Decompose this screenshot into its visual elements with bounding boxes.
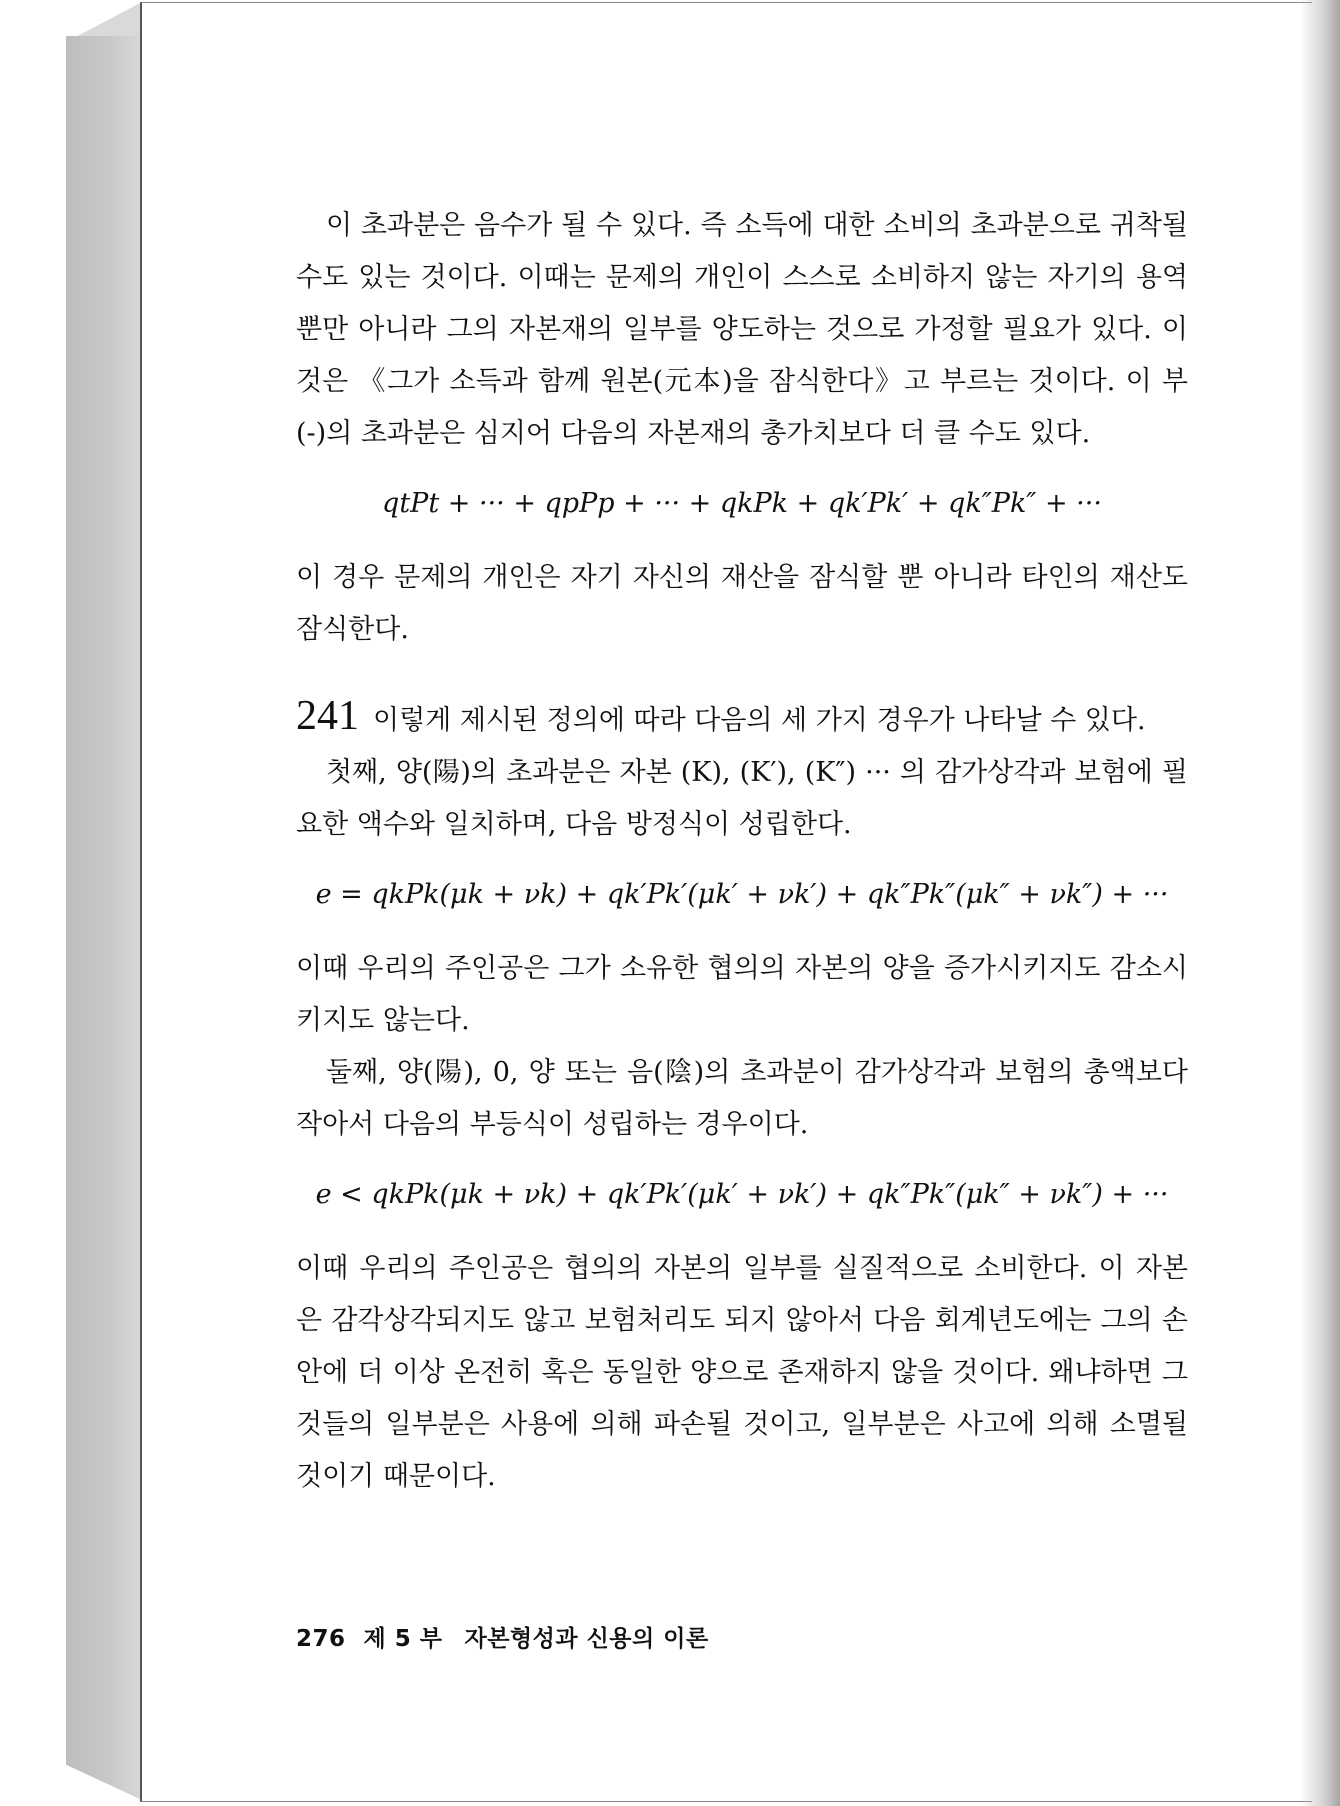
part-title: 자본형성과 신용의 이론: [464, 1626, 709, 1652]
book-spine: [66, 36, 142, 1800]
section-number: 241: [296, 693, 359, 739]
paragraph-case-two: 둘째, 양(陽), 0, 양 또는 음(陰)의 초과분이 감가상각과 보험의 총액보다 작아서 다음의 부등식이 성립하는 경우이다.: [296, 1057, 1188, 1140]
paragraph-after-equality: 이때 우리의 주인공은 그가 소유한 협의의 자본의 양을 증가시키지도 감소시키지도 않는다.: [296, 953, 1188, 1036]
paragraph-encroach-property: 이 경우 문제의 개인은 자기 자신의 재산을 잠식할 뿐 아니라 타인의 재산도 잠식한다.: [296, 562, 1188, 645]
page-footer: [296, 1620, 709, 1653]
paragraph-after-inequality: 이때 우리의 주인공은 협의의 자본의 일부를 실질적으로 소비한다. 이 자본은 감각상각되지도 않고 보험처리도 되지 않아서 다음 회계년도에는 그의 손 안에 더 이상 온전히 혹은 동일한 양으로 존재하지 않을 것이다. 왜냐하면 그것들의 일부분은 사용에 의해 파손될 것이고, 일부분은 사고에 의해 소멸될 것이기 때문이다.: [296, 1253, 1188, 1492]
page-number: 276: [296, 1626, 346, 1652]
paragraph-negative-excess: 이 초과분은 음수가 될 수 있다. 즉 소득에 대한 소비의 초과분으로 귀착될 수도 있는 것이다. 이때는 문제의 개인이 스스로 소비하지 않는 자기의 용역뿐만 아니라 그의 자본재의 일부를 양도하는 것으로 가정할 필요가 있다. 이것은 《그가 소득과 함께 원본(元本)을 잠식한다》고 부르는 것이다. 이 부(-)의 초과분은 심지어 다음의 자본재의 총가치보다 더 클 수도 있다.: [296, 210, 1188, 449]
equation-inequality: e < qkPk(μk + νk) + qk′Pk′(μk′ + νk′) + qk″Pk″(μk″ + νk″) + ···: [315, 1179, 1169, 1210]
section-241: [296, 690, 1188, 747]
page-edge-shadow: [1300, 0, 1340, 1806]
equation-equality: e = qkPk(μk + νk) + qk′Pk′(μk′ + νk′) + qk″Pk″(μk″ + νk″) + ···: [315, 879, 1169, 910]
equation-total-capital-value: qtPt + ··· + qpPp + ··· + qkPk + qk′Pk′ + qk″Pk″ + ···: [382, 488, 1102, 519]
page-body: [296, 200, 1188, 1503]
paragraph-case-one: 첫째, 양(陽)의 초과분은 자본 (K), (K′), (K″) ··· 의 감가상각과 보험에 필요한 액수와 일치하며, 다음 방정식이 성립한다.: [296, 757, 1188, 840]
part-label: 제 5 부: [363, 1626, 443, 1652]
section-intro: 이렇게 제시된 정의에 따라 다음의 세 가지 경우가 나타날 수 있다.: [373, 705, 1146, 736]
